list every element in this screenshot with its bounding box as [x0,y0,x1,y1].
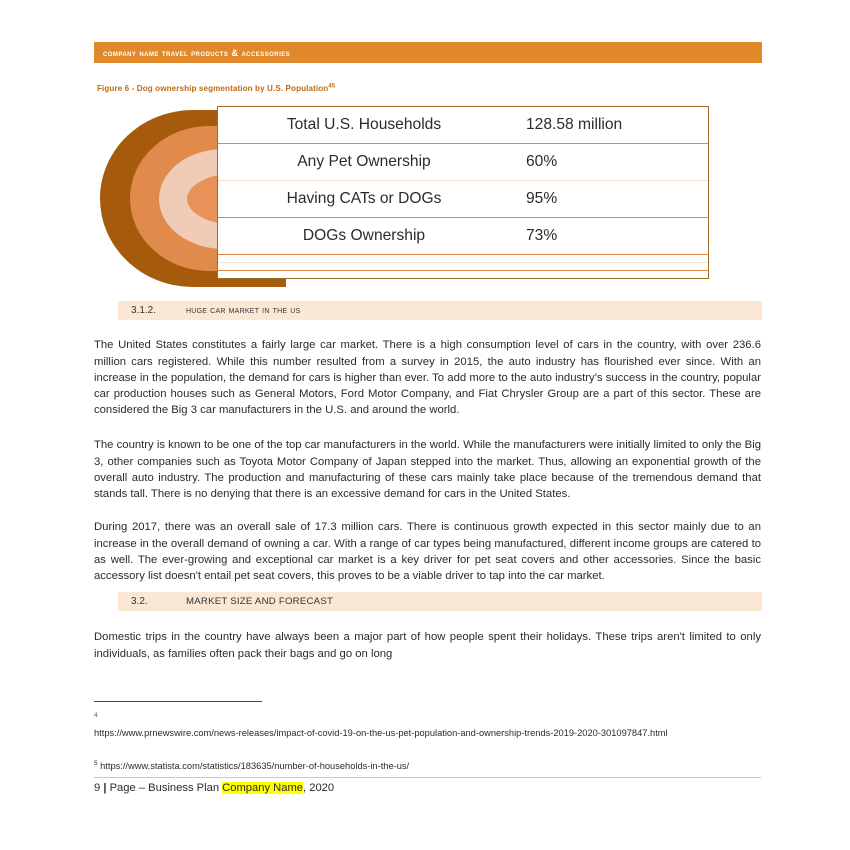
spacer-cell [510,255,709,263]
footnote-separator-rule [94,701,262,702]
footnote-4-url[interactable]: https://www.prnewswire.com/news-releases/impact-of-covid-19-on-the-us-pet-population-and-ownership-trends-2019-2020-301097847.html [94,728,668,738]
body-paragraph-2: The country is known to be one of the top car manufacturers in the world. While the manufacturers were initially limited to only the Big 3, other companies such as Toyota Motor Company of Japan stepped into the market. Thus, allowing an exponential growth of the overall auto industry. The production and manufacturing of these cars mainly take place because of the tremendous demand that stands tall. There is no denying that there is an excessive demand for cars in the United States. [94,439,761,500]
footnote-marker-5: 5 [94,759,98,767]
section-title: huge car market in the us [186,305,301,316]
table-row [218,218,709,255]
table-row [218,144,709,181]
row-label: Having CATs or DOGs [218,181,511,218]
row-label: Any Pet Ownership [218,144,511,181]
table-row-spacer [218,271,709,279]
row-label: Total U.S. Households [218,107,511,144]
footer-prefix: Page – Business Plan [109,782,220,794]
footnote-5-url[interactable]: https://www.statista.com/statistics/183635/number-of-households-in-the-us/ [100,761,410,771]
row-value: 95% [510,181,709,218]
spacer-cell [510,271,709,279]
figure-6-dog-ownership [97,106,709,291]
row-value: 128.58 million [510,107,709,144]
row-label: DOGs Ownership [218,218,511,255]
row-value: 60% [510,144,709,181]
table-row-spacer [218,255,709,263]
footnote-marker-4: 4 [94,712,98,719]
section-heading-3-2 [118,592,762,611]
footer-year: , 2020 [303,782,335,794]
running-header-bar [94,42,762,63]
spacer-cell [218,271,511,279]
footer-company-name-highlight: Company Name [222,782,304,794]
spacer-cell [510,263,709,271]
figure-caption [97,84,335,93]
page-footer [94,782,334,794]
figure-data-table [217,106,709,279]
footnote-4 [94,726,761,740]
table-row-spacer [218,263,709,271]
section-title: MARKET SIZE AND FORECAST [186,596,334,607]
body-paragraph-3: During 2017, there was an overall sale of 17.3 million cars. There is continuous growth expected in this sector mainly due to an increase in the overall demand of owning a car. With a range of car types being manufactured, different income groups are catered to as well. The ever-growing and exceptional car market is a key driver for pet seat covers and other accessories. Since the basic accessory list doesn't entail pet seat covers, this proves to be a viable driver to tap into the car market. [94,521,761,582]
table-row [218,107,709,144]
running-header-title: company name travel products & accessories [103,47,291,58]
figure-caption-text: Figure 6 - Dog ownership segmentation by U.S. Population [97,84,329,93]
figure-caption-footnote-ref: 45 [328,83,336,90]
section-number: 3.1.2. [131,305,157,316]
section-number: 3.2. [131,596,148,607]
footer-page-number: 9 [94,782,101,794]
row-value: 73% [510,218,709,255]
body-paragraph-1: The United States constitutes a fairly large car market. There is a high consumption level of cars in the country, with over 236.6 million cars registered. While this number resulted from a survey in 2015, the auto industry has flourished ever since. With an increase in the population, the demand for cars is higher than ever. To add more to the auto industry's success in the country, popular car production houses such as General Motors, Ford Motor Company, and Fiat Chrysler Group are a part of this sector. These are considered the Big 3 car manufacturers in the U.S. and around the world. [94,339,761,417]
spacer-cell [218,263,511,271]
spacer-cell [218,255,511,263]
section-heading-3-1-2 [118,301,762,320]
footnote-5 [94,759,761,773]
table-row [218,181,709,218]
footer-separator-rule [94,777,761,778]
body-paragraph-4: Domestic trips in the country have always been a major part of how people spent their holidays. These trips aren't limited to only individuals, as families often pack their bags and go on long [94,631,761,660]
footer-separator: | [103,782,107,794]
